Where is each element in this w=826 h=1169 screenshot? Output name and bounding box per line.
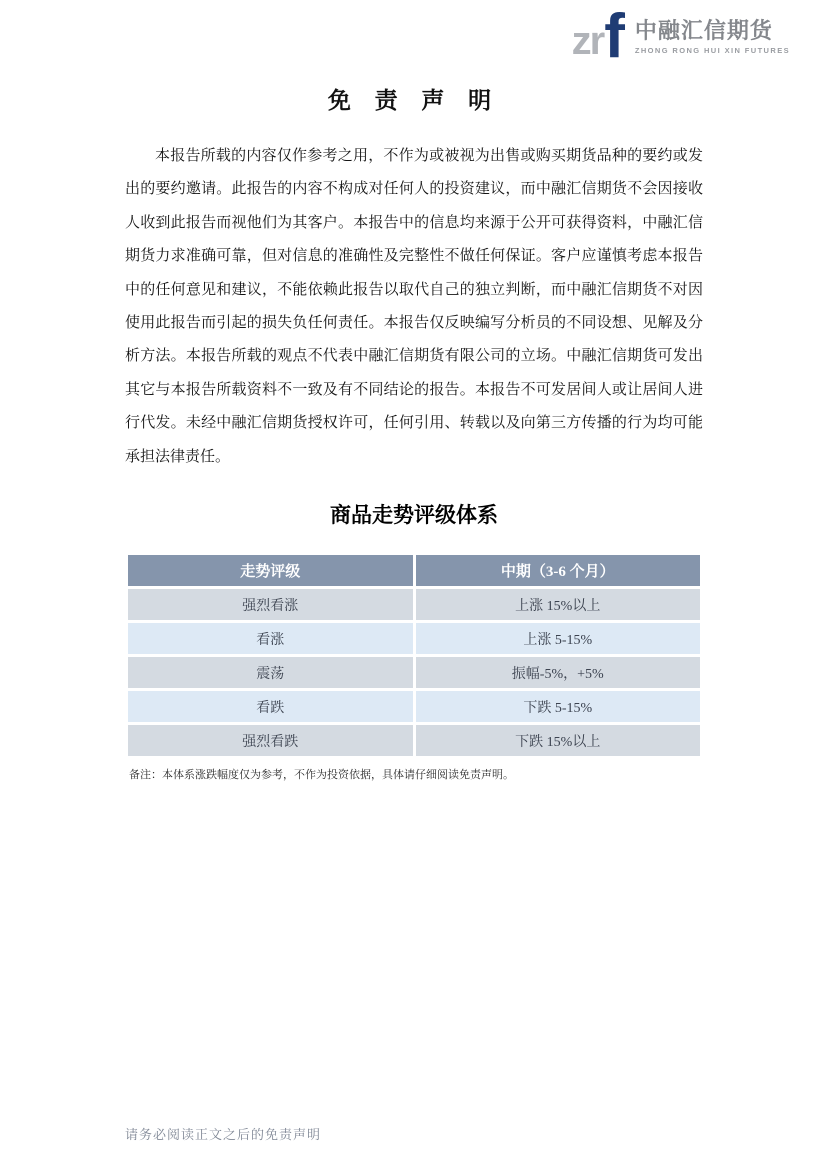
range-cell: 上涨 15%以上 — [414, 588, 702, 622]
footer-disclaimer-reminder: 请务必阅读正文之后的免责声明 — [125, 1127, 322, 1142]
range-cell: 上涨 5-15% — [414, 622, 702, 656]
page-title: 免 责 声 明 — [327, 88, 501, 113]
header-cell-midterm: 中期（3-6 个月） — [414, 554, 702, 588]
disclaimer-paragraph: 本报告所载的内容仅作参考之用，不作为或被视为出售或购买期货品种的要约或发出的要约邀请。此报告的内容不构成对任何人的投资建议，而中融汇信期货不会因接收人收到此报告而视他们为其客户。本报告中的信息均来源于公开可获得资料，中融汇信期货力求准确可靠，但对信息的准确性及完整性不做任何保证。客户应谨慎考虑本报告中的任何意见和建议，不能依赖此报告以取代自己的独立判断，而中融汇信期货不对因使用此报告而引起的损失负任何责任。本报告仅反映编写分析员的不同设想、见解及分析方法。本报告所载的观点不代表中融汇信期货有限公司的立场。中融汇信期货可发出其它与本报告所载资料不一致及有不同结论的报告。本报告不可发居间人或让居间人进行代发。未经中融汇信期货授权许可，任何引用、转载以及向第三方传播的行为均可能承担法律责任。 — [125, 148, 703, 465]
company-name-chinese: 中融汇信期货 — [634, 18, 773, 44]
table-footnote: 备注：本体系涨跌幅度仅为参考，不作为投资依据，具体请仔细阅读免责声明。 — [129, 769, 514, 782]
rating-cell: 震荡 — [127, 656, 415, 690]
table-row — [127, 622, 702, 656]
table-row — [127, 690, 702, 724]
logo-letter-f: f — [604, 2, 625, 71]
table-row — [127, 656, 702, 690]
rating-cell: 看涨 — [127, 622, 415, 656]
rating-cell: 强烈看跌 — [127, 724, 415, 758]
rating-table — [125, 552, 703, 759]
table-row — [127, 588, 702, 622]
rating-system-heading: 商品走势评级体系 — [330, 503, 498, 528]
document-body — [125, 0, 703, 782]
rating-cell: 强烈看涨 — [127, 588, 415, 622]
logo-letters-zr: zr — [571, 19, 604, 64]
company-name-english: ZHONG RONG HUI XIN FUTURES — [634, 46, 790, 56]
rating-cell: 看跌 — [127, 690, 415, 724]
range-cell: 振幅-5%，+5% — [414, 656, 702, 690]
header-cell-rating: 走势评级 — [127, 554, 415, 588]
range-cell: 下跌 15%以上 — [414, 724, 702, 758]
range-cell: 下跌 5-15% — [414, 690, 702, 724]
table-row — [127, 724, 702, 758]
table-header-row — [127, 554, 702, 588]
